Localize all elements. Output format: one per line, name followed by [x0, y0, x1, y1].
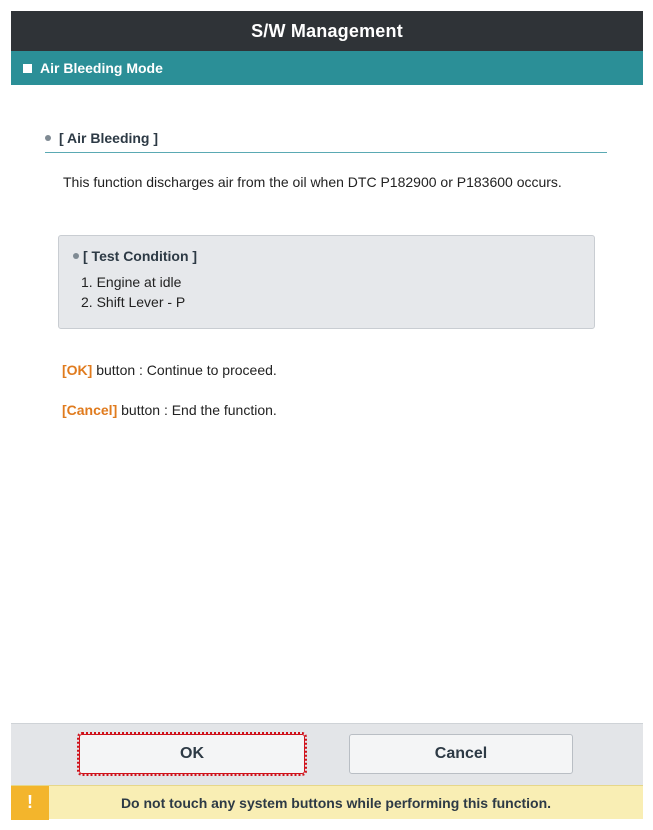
ok-key-label: [OK]	[62, 362, 93, 378]
section-title: [ Air Bleeding ]	[59, 130, 159, 146]
bullet-dot-icon	[73, 253, 79, 259]
bullet-dot-icon	[45, 135, 51, 141]
test-condition-title: [ Test Condition ]	[83, 248, 198, 264]
test-condition-list	[81, 272, 594, 312]
warning-icon: !	[11, 786, 49, 820]
section-description: This function discharges air from the oil when DTC P182900 or P183600 occurs.	[63, 174, 562, 190]
warning-bar	[11, 785, 643, 819]
square-bullet-icon	[23, 64, 32, 73]
cancel-button[interactable]: Cancel	[349, 734, 573, 774]
button-footer	[11, 723, 643, 785]
test-condition-header	[73, 248, 594, 264]
cancel-key-label: [Cancel]	[62, 402, 118, 418]
list-item: 2. Shift Lever - P	[81, 294, 186, 310]
ok-button[interactable]: OK	[79, 734, 305, 774]
cancel-instruction	[62, 402, 277, 418]
window-title: S/W Management	[11, 11, 643, 51]
app-window	[11, 11, 643, 819]
test-condition-box	[58, 235, 595, 329]
mode-bar	[11, 51, 643, 85]
ok-instruction-text: button : Continue to proceed.	[92, 362, 277, 378]
list-item: 1. Engine at idle	[81, 274, 182, 290]
mode-label: Air Bleeding Mode	[40, 60, 163, 76]
cancel-instruction-text: button : End the function.	[117, 402, 277, 418]
ok-instruction	[62, 362, 277, 378]
warning-text: Do not touch any system buttons while performing this function.	[120, 794, 552, 811]
content-panel	[11, 85, 643, 723]
section-header	[45, 130, 607, 153]
